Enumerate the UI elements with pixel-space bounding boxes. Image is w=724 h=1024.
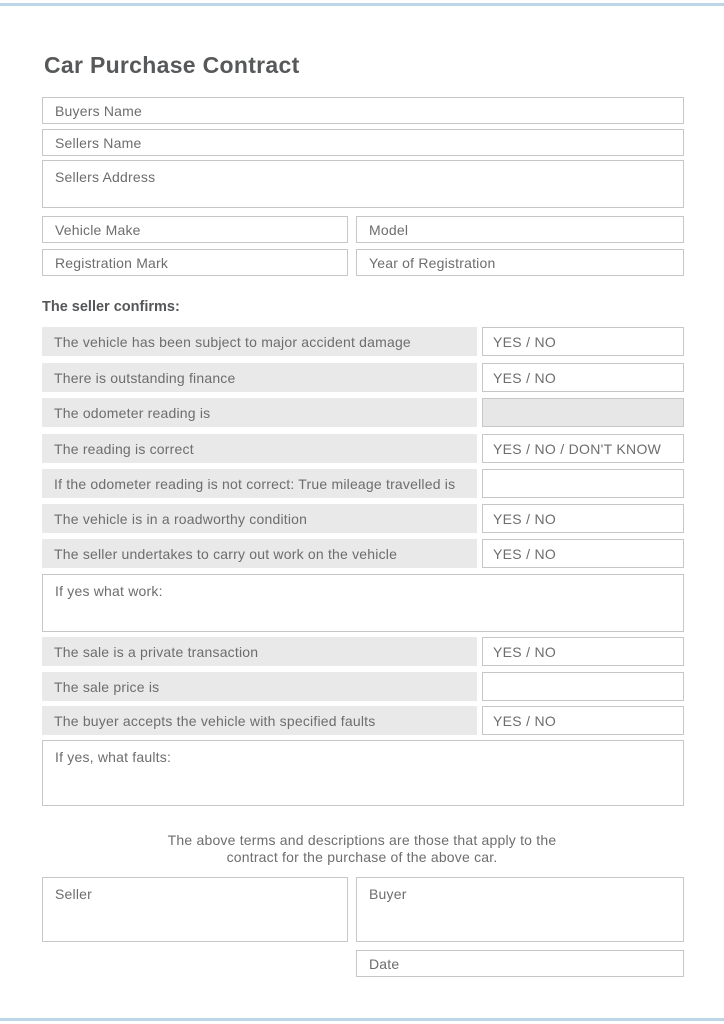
private-transaction-answer[interactable]: YES / NO: [482, 637, 684, 666]
accepts-faults-answer[interactable]: YES / NO: [482, 706, 684, 735]
outstanding-finance-label: There is outstanding finance: [42, 363, 477, 392]
reading-correct-label: The reading is correct: [42, 434, 477, 463]
sale-price-label: The sale price is: [42, 672, 477, 701]
terms-note-line2: contract for the purchase of the above car.: [226, 849, 498, 865]
buyers-name-field[interactable]: Buyers Name: [42, 97, 684, 124]
top-accent-line: [0, 3, 724, 6]
odometer-reading-answer[interactable]: [482, 398, 684, 427]
odometer-reading-label: The odometer reading is: [42, 398, 477, 427]
page-title: Car Purchase Contract: [44, 52, 300, 78]
sale-price-answer[interactable]: [482, 672, 684, 701]
vehicle-make-field[interactable]: Vehicle Make: [42, 216, 348, 243]
private-transaction-label: The sale is a private transaction: [42, 637, 477, 666]
undertakes-work-label: The seller undertakes to carry out work on the vehicle: [42, 539, 477, 568]
date-field[interactable]: Date: [356, 950, 684, 977]
year-of-registration-field[interactable]: Year of Registration: [356, 249, 684, 276]
sellers-address-field[interactable]: Sellers Address: [42, 160, 684, 208]
sellers-name-field[interactable]: Sellers Name: [42, 129, 684, 156]
true-mileage-answer[interactable]: [482, 469, 684, 498]
accepts-faults-label: The buyer accepts the vehicle with specified faults: [42, 706, 477, 735]
bottom-accent-line: [0, 1018, 724, 1021]
roadworthy-label: The vehicle is in a roadworthy condition: [42, 504, 477, 533]
true-mileage-label: If the odometer reading is not correct: True mileage travelled is: [42, 469, 477, 498]
outstanding-finance-answer[interactable]: YES / NO: [482, 363, 684, 392]
terms-note-line1: The above terms and descriptions are those that apply to the: [167, 832, 557, 848]
accident-damage-answer[interactable]: YES / NO: [482, 327, 684, 356]
registration-mark-field[interactable]: Registration Mark: [42, 249, 348, 276]
terms-note: [0, 832, 724, 866]
model-field[interactable]: Model: [356, 216, 684, 243]
what-work-field[interactable]: If yes what work:: [42, 574, 684, 632]
buyer-signature-field[interactable]: Buyer: [356, 877, 684, 942]
reading-correct-answer[interactable]: YES / NO / DON'T KNOW: [482, 434, 684, 463]
undertakes-work-answer[interactable]: YES / NO: [482, 539, 684, 568]
roadworthy-answer[interactable]: YES / NO: [482, 504, 684, 533]
accident-damage-label: The vehicle has been subject to major accident damage: [42, 327, 477, 356]
seller-confirms-heading: The seller confirms:: [42, 299, 180, 315]
what-faults-field[interactable]: If yes, what faults:: [42, 740, 684, 806]
seller-signature-field[interactable]: Seller: [42, 877, 348, 942]
